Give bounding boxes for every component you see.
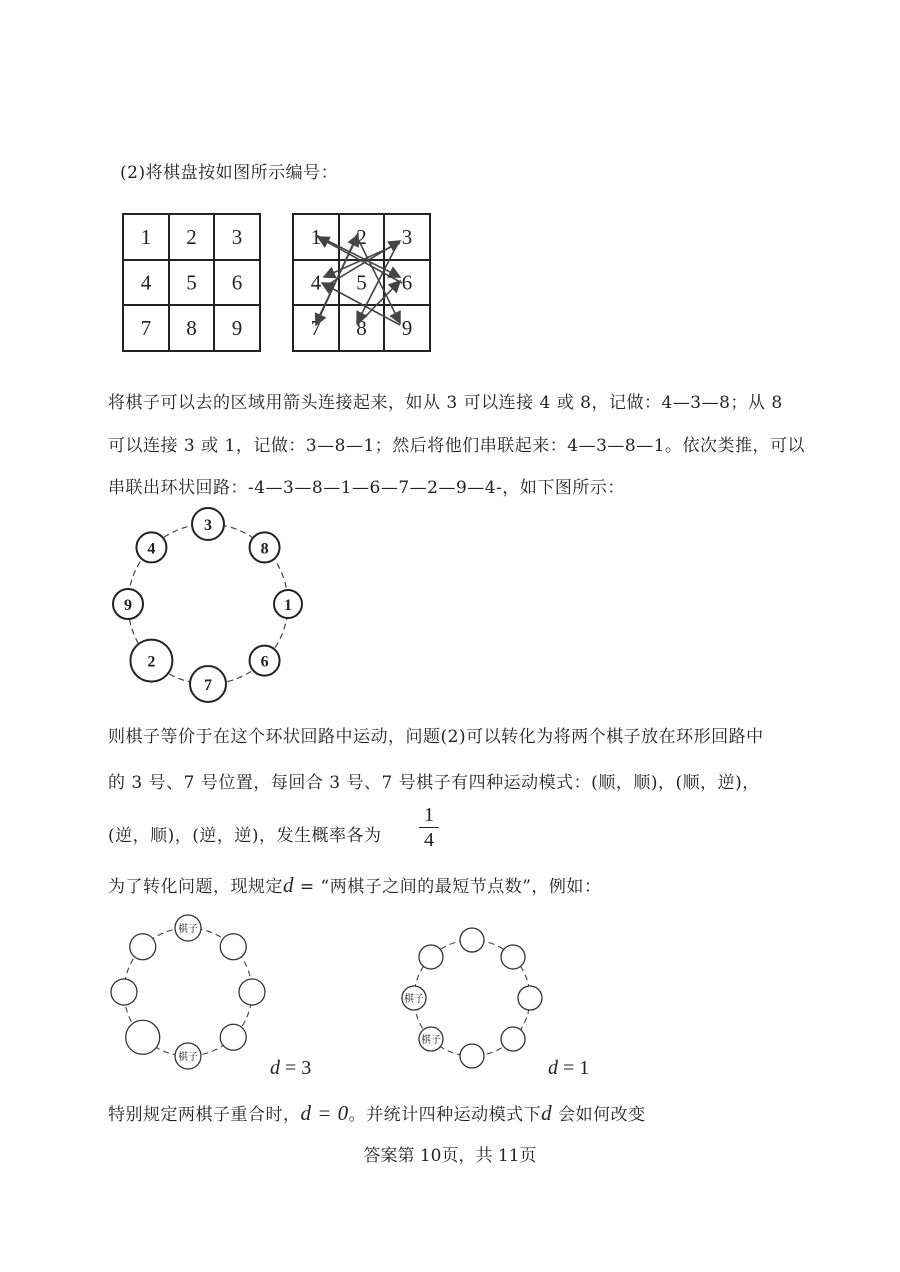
example-node [419, 945, 443, 969]
arrow-grid-cell-3: 3 [401, 225, 413, 249]
grid-cell-1: 1 [140, 225, 152, 249]
cycle-node-label-3: 3 [204, 517, 212, 534]
intro-text: (2)将棋盘按如图所示编号： [120, 163, 339, 183]
example-node [460, 1044, 484, 1068]
page-footer: 答案第 10页，共 11页 [363, 1146, 537, 1166]
paragraph-line-3: 串联出环状回路：-4—3—8—1—6—7—2—9—4-，如下图所示： [108, 478, 625, 498]
example-node [220, 934, 246, 960]
variable-d-2: d [541, 1101, 553, 1125]
cycle-diagram [100, 500, 320, 720]
arrow-grid-cell-9: 9 [401, 316, 413, 340]
example-node [111, 979, 137, 1005]
piece-label: 棋子 [404, 994, 424, 1005]
example-node [130, 934, 156, 960]
cycle-node-label-9: 9 [124, 597, 132, 614]
arrow-grid-cell-7: 7 [310, 316, 322, 340]
cycle-node-label-1: 1 [284, 597, 292, 614]
grid-cell-7: 7 [140, 316, 152, 340]
p8-suffix: 会如何改变 [552, 1105, 646, 1125]
arrow-grid-cell-4: 4 [310, 270, 322, 295]
grid-cell-6: 6 [231, 270, 243, 295]
p7-suffix: = “两棋子之间的最短节点数”，例如： [294, 877, 602, 897]
grid-cell-4: 4 [140, 270, 152, 295]
cycle-node-label-7: 7 [204, 677, 212, 694]
numbered-grid-left [122, 213, 262, 353]
piece-label: 棋子 [178, 1052, 198, 1063]
p8-prefix: 特别规定两棋子重合时， [108, 1105, 301, 1125]
arrow-grid-cell-5: 5 [356, 270, 367, 295]
paragraph-line-5: 的 3 号、7 号位置，每回合 3 号、7 号棋子有四种运动模式：(顺，顺)，(顺，逆)， [108, 773, 760, 793]
fraction-denominator: 4 [424, 829, 434, 851]
p8-middle: 。并统计四种运动模式下 [348, 1105, 542, 1125]
grid-cell-9: 9 [231, 316, 243, 340]
example-node [126, 1020, 160, 1054]
example-cycle-right [395, 922, 555, 1082]
example-node [220, 1024, 246, 1050]
fraction-one-quarter [419, 804, 439, 851]
paragraph-line-6: (逆，顺)，(逆，逆)，发生概率各为 [108, 826, 382, 846]
example-node [460, 928, 484, 952]
example-node [501, 945, 525, 969]
grid-cell-3: 3 [231, 225, 243, 249]
arrow-grid-cell-6: 6 [401, 270, 413, 295]
cycle-node-label-6: 6 [260, 653, 269, 671]
example-cycle-left [105, 908, 275, 1078]
variable-d: d [283, 873, 294, 897]
knight-move-grid [292, 213, 432, 353]
paragraph-line-4: 则棋子等价于在这个环状回路中运动，问题(2)可以转化为将两个棋子放在环形回路中 [108, 727, 764, 747]
example-left-label: d = 3 [270, 1057, 312, 1079]
paragraph-line-1: 将棋子可以去的区域用箭头连接起来，如从 3 可以连接 4 或 8，记做：4—3—8；从 8 [108, 393, 783, 413]
cycle-node-label-2: 2 [147, 653, 156, 671]
arrow-grid-cell-8: 8 [356, 316, 367, 340]
fraction-numerator: 1 [424, 804, 434, 826]
paragraph-line-7 [108, 872, 601, 898]
example-node [501, 1027, 525, 1051]
grid-cell-5: 5 [186, 270, 197, 295]
arrow-grid-cell-1: 1 [310, 225, 322, 249]
example-node [239, 979, 265, 1005]
d-equals-zero: d = 0 [300, 1101, 349, 1125]
piece-label: 棋子 [420, 1035, 441, 1047]
grid-cell-8: 8 [186, 316, 197, 340]
cycle-node-label-4: 4 [147, 540, 156, 558]
piece-label: 棋子 [178, 924, 198, 935]
example-node [518, 986, 542, 1010]
p7-prefix: 为了转化问题，现规定 [108, 877, 283, 897]
cycle-node-label-8: 8 [260, 540, 269, 558]
paragraph-line-2: 可以连接 3 或 1，记做：3—8—1；然后将他们串联起来：4—3—8—1。依次类推，可以 [108, 436, 806, 456]
arrow-grid-cell-2: 2 [356, 225, 367, 249]
grid-cell-2: 2 [186, 225, 197, 249]
example-right-label: d = 1 [548, 1057, 590, 1079]
paragraph-line-8 [108, 1100, 646, 1126]
